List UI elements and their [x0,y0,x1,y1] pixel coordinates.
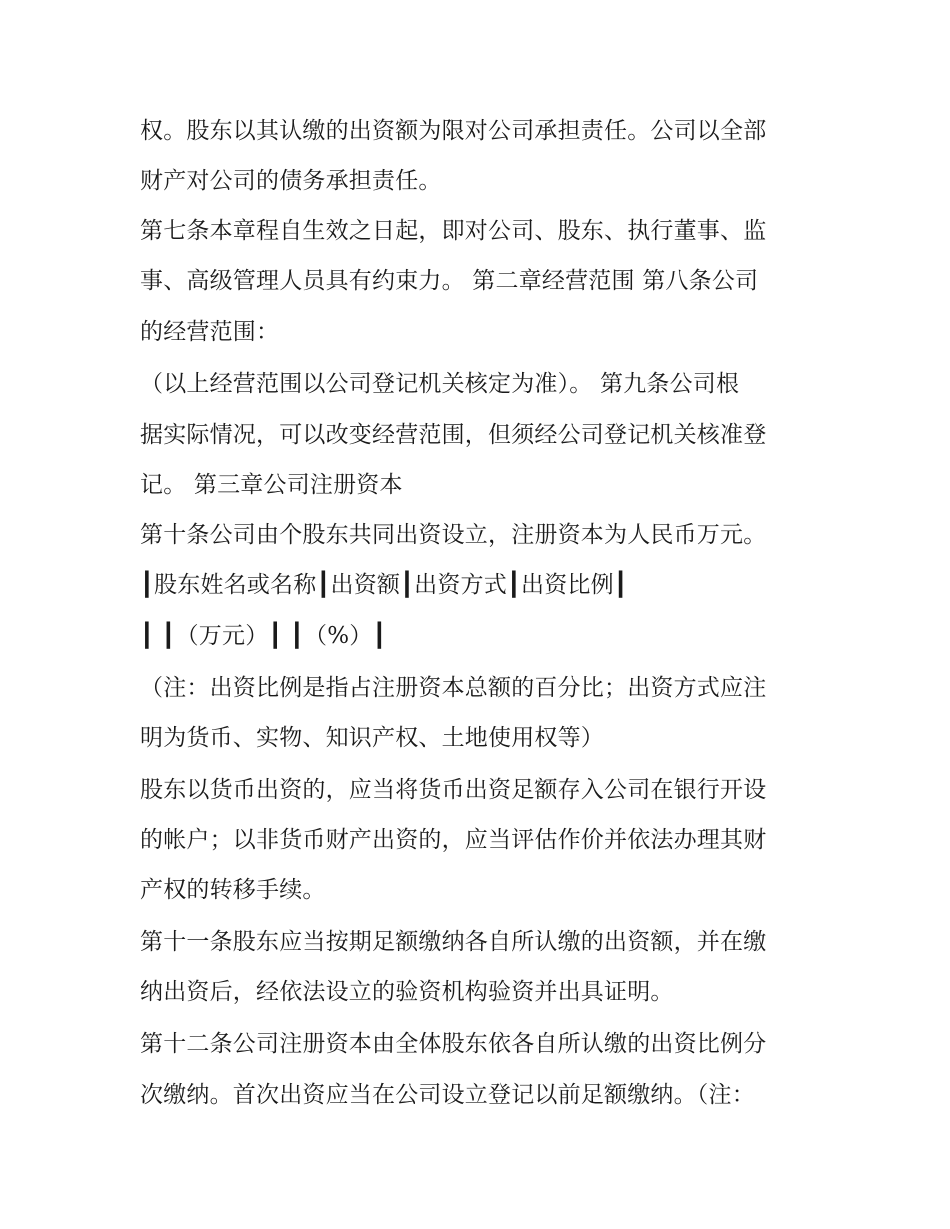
table-units-line: ┃ ┃（万元）┃ ┃（%）┃ [140,623,387,649]
text-line: 产权的转移手续。 [140,877,326,903]
text-line: 股东以货币出资的，应当将货币出资足额存入公司在银行开设 [140,777,767,803]
text-line: 事、高级管理人员具有约束力。 第二章经营范围 第八条公司 [140,268,759,294]
text-line: 纳出资后，经依法设立的验资机构验资并出具证明。 [140,979,674,1005]
text-line: 第十一条股东应当按期足额缴纳各自所认缴的出资额，并在缴 [140,929,767,955]
text-line: （注：出资比例是指占注册资本总额的百分比；出资方式应注 [140,675,767,701]
table-header-line: ┃股东姓名或名称┃出资额┃出资方式┃出资比例┃ [140,572,628,598]
text-line: 的经营范围： [140,319,280,345]
text-line: 第十二条公司注册资本由全体股东依各自所认缴的出资比例分 [140,1031,767,1057]
text-line: 记。 第三章公司注册资本 [140,472,403,498]
text-line: 次缴纳。首次出资应当在公司设立登记以前足额缴纳。（注： [140,1082,755,1108]
text-line: 财产对公司的债务承担责任。 [140,168,442,194]
text-line: 第七条本章程自生效之日起，即对公司、股东、执行董事、监 [140,218,767,244]
text-line: 权。股东以其认缴的出资额为限对公司承担责任。公司以全部 [140,118,767,144]
text-line: 第十条公司由个股东共同出资设立，注册资本为人民币万元。 [140,522,767,548]
text-line: 的帐户；以非货币财产出资的，应当评估作价并依法办理其财 [140,827,767,853]
text-line: 据实际情况，可以改变经营范围，但须经公司登记机关核准登 [140,422,767,448]
text-line: （以上经营范围以公司登记机关核定为准）。 第九条公司根 [140,371,740,397]
text-line: 明为货币、实物、知识产权、土地使用权等） [140,725,604,751]
